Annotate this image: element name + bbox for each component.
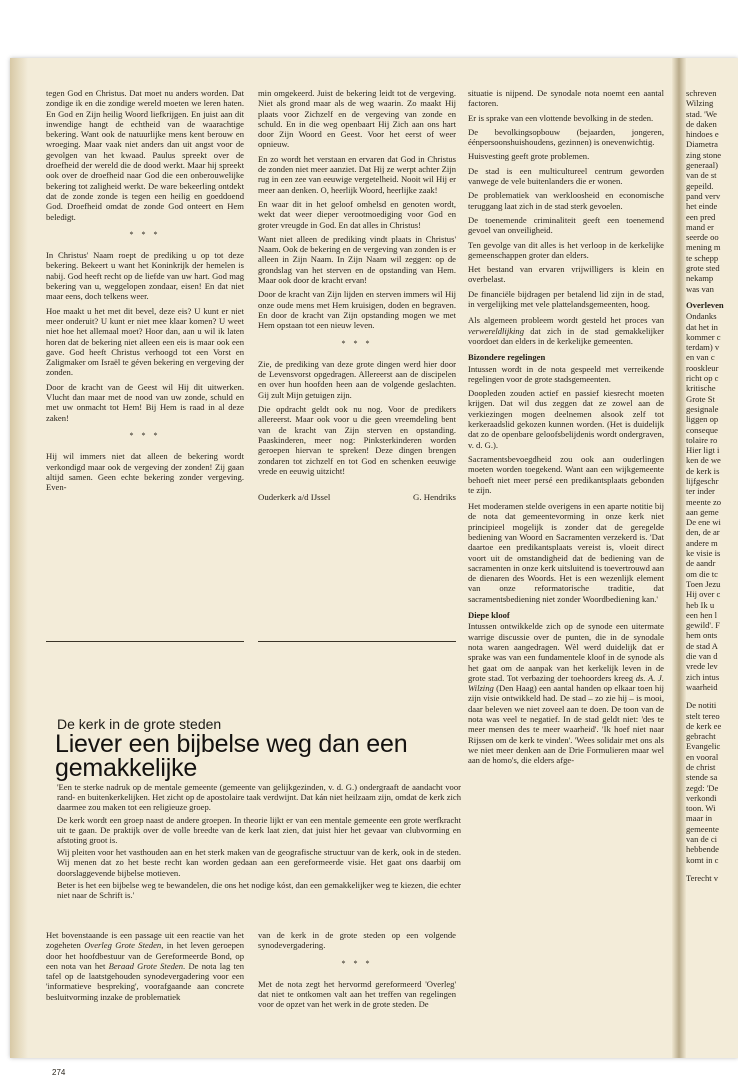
cropped-line: terdam) v: [686, 342, 720, 353]
cropped-line: conseque: [686, 424, 718, 435]
cropped-line: te schepp: [686, 252, 719, 263]
section-divider: * * *: [341, 338, 373, 348]
cropped-line: Wilzing: [686, 98, 714, 109]
cropped-line: seerde oo: [686, 232, 719, 243]
text-run: , in het leven geroepen door het hoofdbestuur van de Gereformeerde Bond, op een nota van het: [46, 940, 245, 971]
paragraph: situatie is nijpend. De synodale nota noemt een aantal factoren.: [468, 88, 664, 109]
cropped-line: de stad A: [686, 640, 718, 651]
cropped-line: richt op c: [686, 373, 719, 384]
cropped-line: gepeild.: [686, 180, 714, 191]
cropped-line: dat het in: [686, 321, 718, 332]
cropped-line: een hen l: [686, 609, 718, 620]
cropped-line: De notiti: [686, 700, 717, 711]
cropped-line: de kerk ee: [686, 720, 722, 731]
column-3: [468, 88, 664, 1058]
intro-paragraph: Wij pleiten voor het vasthouden aan en het sterk maken van de geografische structuur van de kerk, ook in de steden. Wij menen dat zo het beste recht kan worden gedaan aan een gereformeerde visie. Het gaat ons daarbij om doorslaggevende bijbelse motieven.: [57, 847, 461, 878]
paragraph: Die opdracht geldt ook nu nog. Voor de predikers allereerst. Maar ook voor u die geen vreemdeling bent van de kracht van Zijn sterven en opstanding. Paaskinderen, meer nog: Pinksterkinderen worden geroepen hiervan te spreken! Deze dingen brengen zondaren tot zichzelf en tot God en schenken eeuwige vrede en eeuwig uitzicht!: [258, 404, 456, 476]
cropped-line: Hij over c: [686, 589, 721, 600]
cropped-line: rooskleur: [686, 362, 719, 373]
cropped-line: De ene wi: [686, 517, 721, 528]
paragraph: De problematiek van werkloosheid en economische teruggang laat zich in de stad sterk gevoelen.: [468, 190, 664, 211]
cropped-line: Terecht v: [686, 872, 719, 883]
cropped-line: hebbende: [686, 844, 719, 855]
paragraph: Hij wil immers niet dat alleen de bekering wordt verkondigd maar ook de vergeving der zonden! Zij gaan altijd samen. Geen echte bekering zonder vergeving. Even-: [46, 451, 244, 493]
page-spine-shadow: [10, 58, 28, 1058]
paragraph: Het bestand van ervaren vrijwilligers is klein en overbelast.: [468, 264, 664, 285]
cropped-line: maar in: [686, 813, 713, 824]
paragraph: De stad is een multicultureel centrum geworden vanwege de vele buitenlanders die er wonen.: [468, 165, 664, 187]
cropped-line: mening m: [686, 242, 721, 253]
cropped-line: ken de we: [686, 455, 721, 466]
cropped-line: de kerk is: [686, 465, 720, 476]
cropped-line: pand verv: [686, 190, 721, 201]
intro-paragraph: Beter is het een bijbelse weg te bewandelen, die ons het nodige kóst, dan een gemakkelijker weg te kiezen, die echter niet naar de Schrift is.': [57, 879, 461, 901]
cropped-line: de aandr: [686, 558, 716, 569]
magazine-page: [10, 58, 738, 1077]
paragraph: [468, 621, 664, 765]
column-2-bottom-rule: [258, 641, 456, 642]
cropped-line: Toen Jezu: [686, 578, 721, 589]
cropped-line: Grote St: [686, 393, 715, 404]
cropped-line: meente zo: [686, 496, 722, 507]
emphasis: verwereldlijking: [468, 325, 525, 336]
cropped-line: gebracht: [686, 731, 716, 742]
cropped-line: een pred: [686, 211, 716, 222]
cropped-line: van de st: [686, 170, 717, 181]
cropped-line: aan geme: [686, 506, 719, 517]
cropped-line: Diametra: [686, 139, 718, 150]
cropped-line: was van: [686, 283, 714, 294]
cropped-line: gesignale: [686, 403, 719, 414]
cropped-line: om die tc: [686, 568, 718, 579]
cropped-line: andere m: [686, 537, 718, 548]
section-divider: * * *: [341, 958, 373, 968]
article-kicker: De kerk in de grote steden: [57, 716, 222, 732]
cropped-line: zich intus: [686, 671, 720, 682]
cropped-line: die van d: [686, 651, 718, 662]
article-column-2: [258, 930, 456, 1058]
signature-line: [258, 492, 456, 502]
paragraph: Sacramentsbevoegdheid zou ook aan ouderlingen moeten worden toegekend. Want aan een wijkgemeente behoeft niet meer persé een predikantsplaats gebonden te zijn.: [468, 453, 664, 495]
paragraph: In Christus' Naam roept de prediking u op tot deze bekering. Bekeert u want het Koninkrijk der hemelen is nabij. God heeft recht op de liefde van uw hart. God mag bekering van u, weggelopen zondaar, eisen! En dat niet maar eens, doch telkens weer.: [46, 250, 244, 302]
intro-paragraph: 'Een te sterke nadruk op de mentale gemeente (gemeente van gelijkgezinden, v. d. G.) ondergraaft de aandacht voor rand- en buitenkerkelijken. Het zicht op de apostolaire taak verdwijnt. Dat kán niet heilzaam zijn, omdat de kerk zich daarmee zou maken tot een religieuze groep.: [57, 782, 461, 813]
cropped-line: tolaire ro: [686, 434, 718, 445]
text-run: dat zich in de stad gemakkelijker voordoet dan elders in de kerkelijke gemeenten.: [468, 325, 664, 346]
cropped-line: de daken: [686, 118, 717, 129]
cropped-line: toon. Wi: [686, 803, 716, 814]
text-run: (Den Haag) een aantal handen op elkaar toen hij zijn visie ontwikkeld had. De stad – zo zie hij – is mooi, daar beleven we niet zoveel aan te doen. De toon van de nota was veel te negatief. In de stad geldt niet: 'des te meer mensen des te meer waarheid'. 'Ik hoef niet naar Rijssen om de kerk te vinden'. 'Wees solidair met ons als we niet meer denken aan de Drie Formulieren maar wel aan de homo's, die elders afge-: [468, 683, 664, 766]
page-number: 274: [52, 1068, 66, 1077]
paragraph: En waar dit in het geloof omhelsd en genoten wordt, wekt dat weer dieper verootmoediging voor God en groter vreugde in God. En dat alles in Christus!: [258, 198, 456, 230]
publication-name: Overleg Grote Steden: [84, 940, 162, 951]
cropped-line: verkondi: [686, 792, 717, 803]
cropped-line: kommer c: [686, 331, 721, 342]
paragraph: Want niet alleen de prediking vindt plaats in Christus' Naam. Ook de bekering en de vergeving van zonden is er alleen in Zijn Naam. In Zijn Naam wil zeggen: op de grondslag van het sterven en de opstanding van Hem. Maar ook door de kracht ervan!: [258, 233, 456, 286]
cropped-line: nekamp: [686, 273, 714, 284]
section-heading: Bizondere regelingen: [468, 352, 546, 363]
paragraph: Ten gevolge van dit alles is het verloop in de kerkelijke gemeenschappen groter dan elders.: [468, 239, 664, 260]
paragraph: Er is sprake van een vlottende bevolking in de steden.: [468, 112, 654, 123]
cropped-line: de christ: [686, 762, 716, 772]
cropped-line: zing stone: [686, 149, 722, 160]
cropped-line: van de ci: [686, 834, 718, 845]
article-intro: [57, 782, 461, 902]
person-name: ds. A. J. Wilzing: [468, 672, 665, 694]
cropped-line: Ondanks: [686, 311, 717, 322]
section-divider: * * *: [129, 430, 161, 440]
cropped-line: ter inder: [686, 486, 715, 497]
cropped-line: gewild'. F: [686, 620, 721, 631]
column-1: [46, 88, 244, 640]
cropped-line: en van c: [686, 352, 715, 363]
cropped-lines: [686, 311, 738, 692]
cropped-line: heb Ik u: [686, 599, 715, 610]
column-2: [258, 88, 456, 648]
paragraph: Met de nota zegt het hervormd gereformeerd 'Overleg' dat niet te ontkomen valt aan het treffen van regelingen voor de opzet van het werk in de grote steden. De: [258, 978, 456, 1010]
section-divider: * * *: [129, 229, 161, 239]
paragraph: [46, 930, 244, 1002]
cropped-line: en vooral: [686, 751, 719, 762]
cropped-line: grote sted: [686, 263, 720, 274]
paragraph: van de kerk in de grote steden op een volgende synodevergadering.: [258, 930, 456, 951]
cropped-line: Hier ligt i: [686, 445, 720, 456]
cropped-line: zegd: 'De: [686, 782, 719, 793]
section-heading: Overleven: [686, 299, 724, 310]
author-name: G. Hendriks: [412, 492, 456, 503]
cropped-line: ke visie is: [686, 548, 721, 559]
intro-paragraph: De kerk wordt een groep naast de andere groepen. In theorie lijkt er van een mentale gemeente een grote werfkracht uit te gaan. De praktijk over de volle breedte van de kerk laat zien, dat juist hier het gevaar van clubvorming en afstoting groot is.: [57, 814, 461, 846]
column-4-cropped: [686, 88, 738, 1058]
section-heading: Diepe kloof: [468, 610, 510, 621]
paragraph: tegen God en Christus. Dat moet nu anders worden. Dat zondige ik en die zondige wereld moeten we leren haten. En God en Zijn heilig Woord liefkrijgen. En juist aan dit inwendige hangt de echtheid van de waarachtige bekering. Want ook de natuurlijke mens kent berouw en wroeging. Maar vaak niet anders dan uit angst voor de gevolgen van het kwaad. Paulus spreekt over de droefheid der wereld die de dood werkt. Maar hij spreekt ook over de droefheid naar God die een onberouwelijke bekering tot zaligheid werkt. De ware bekeerling ontdekt dat de zonde zonde is tegen een heilig en goeddoend God. Droefheid omdat de zonde God onteert en Hem beledigt.: [46, 88, 244, 222]
cropped-lines: [686, 700, 738, 865]
page-gutter: [672, 58, 686, 1058]
cropped-line: stad. 'We: [686, 108, 717, 119]
paragraph: Door de kracht van Zijn lijden en sterven immers wil Hij onze oude mens met Hem kruisigen, doden en begraven. En door de kracht van Zijn opstanding mogen we met Hem opstaan tot een nieuw leven.: [258, 289, 456, 331]
cropped-line: gemeente: [686, 823, 719, 834]
article-column-1: [46, 930, 244, 1058]
text-run: Als algemeen probleem wordt gesteld het proces van: [468, 315, 664, 326]
paragraph: Doopleden zouden actief en passief kiesrecht moeten krijgen. Dat wil dus zeggen dat ze zowel aan de verkiezingen mogen deelnemen alsook zelf tot kerkeraadslid gekozen kunnen worden. (Het is duidelijk dat zo de openbare geloofsbelijdenis wordt ondergraven, v. d. G.).: [468, 388, 664, 450]
cropped-line: den, de ar: [686, 527, 720, 538]
cropped-line: stende sa: [686, 772, 718, 783]
cropped-lines: [686, 88, 738, 294]
cropped-line: Evangelic: [686, 741, 721, 752]
cropped-line: stelt tereo: [686, 710, 720, 721]
article-headline: Liever een bijbelse weg dan een gemakkelijke: [55, 730, 408, 782]
paragraph: Het moderamen stelde overigens in een aparte notitie bij de nota dat gemeentevorming in onze kerk niet principieel mogelijk is zonder dat de geregelde bediening van Woord en Sacramenten verzekerd is. 'Dat daartoe een predikantsplaats vereist is, vloeit direct voort uit de omstandigheid dat de bediening van de sacramenten in onze kerk uitsluitend is toevertrouwd aan de dienaren des Woords. Het is een wezenlijk element van onze reformatorische traditie, dat sacramentsbediening niet zonder Woordbediening kan.': [468, 501, 664, 604]
paragraph: De bevolkingsopbouw (bejaarden, jongeren, éénpersoonshuishoudens, gezinnen) is onevenwichtig.: [468, 126, 664, 148]
cropped-line: waarheid: [686, 681, 718, 692]
text-run: . De nota lag ten tafel op de laatstgehouden synodevergadering voor een 'informatieve bespreking', voorafgaande aan concrete besluitvorming inzake de problematiek: [46, 960, 244, 1002]
publication-name: Beraad Grote Steden: [108, 960, 184, 971]
cropped-line: generaal): [686, 160, 718, 171]
paragraph: Huisvesting geeft grote problemen.: [468, 151, 590, 162]
paragraph: De toenemende criminaliteit geeft een toenemend gevoel van onveiligheid.: [468, 214, 664, 236]
paragraph: Door de kracht van de Geest wil Hij dit uitwerken. Vlucht dan maar met de nood van uw zonde, schuld en met uw onmacht tot Hem! Bij Hem is raad in al deze zaken!: [46, 381, 244, 423]
cropped-line: hem onts: [686, 630, 718, 641]
cropped-line: liggen op: [686, 414, 719, 425]
cropped-line: hindoes e: [686, 129, 719, 140]
text-run: Intussen ontwikkelde zich op de synode een uitermate warrige discussie over de punten, die in de synodale nota waren aangedragen. Wèl werd duidelijk dat er sprake was van een fundamentele kloof in de synode als het gaat om de aanpak van het kerkelijk leven in de grote stad. Tot verbazing der toehoorders kreeg: [468, 621, 664, 683]
paragraph: [468, 315, 664, 346]
paragraph: Zie, de prediking van deze grote dingen werd hier door de Levensvorst opgedragen. Allereerst aan de discipelen en over hun hoofden heen aan de volgende geslachten. Gij zult Mijn getuigen zijn.: [258, 358, 456, 400]
cropped-line: vrede lev: [686, 661, 718, 672]
cropped-line: komt in c: [686, 854, 719, 865]
cropped-line: kritische: [686, 383, 716, 394]
cropped-line: het einde: [686, 201, 718, 212]
paragraph: Hoe maakt u het met dit bevel, deze eis? U kunt er niet meer onderuit? U kunt er niet mee klaar komen? U weet niet hoe het allemaal moet? Hoor dan, aan u wil ik laten horen dat de bekering niet alleen een eis is maar ook een gave. God heeft Christus verhoogd tot een Vorst en Zaligmaker om Israël te géven bekering en vergeving der zonden.: [46, 305, 244, 378]
paragraph: En zo wordt het verstaan en ervaren dat God in Christus de zonden niet meer aanziet. Dat Hij ze werpt achter Zijn rug in een zee van eeuwige vergetelheid. Nooit wil Hij er meer aan denken. O, heerlijk Woord, heerlijke zaak!: [258, 153, 456, 195]
column-1-bottom-rule: [46, 641, 244, 642]
cropped-line: mand er: [686, 221, 714, 232]
cropped-line: schreven: [686, 88, 717, 98]
paragraph: De financiële bijdragen per betalend lid zijn in de stad, in vergelijking met vele plattelandsgemeenten, hoog.: [468, 288, 664, 310]
paragraph: Intussen wordt in de nota gespeeld met verreikende regelingen voor de grote stadsgemeenten.: [468, 363, 664, 384]
paragraph: min omgekeerd. Juist de bekering leidt tot de vergeving. Niet als grond maar als de weg waarin. Zo maakt Hij plaats voor Zichzelf en de vergeving van zonde en schuld. En in die weg openbaart Hij Zich aan ons hart door Zijn Woord en Geest. Voor het eerst of weer opnieuw.: [258, 88, 456, 150]
cropped-line: lijfgeschr: [686, 475, 719, 486]
text-run: Het bovenstaande is een passage uit een reactie van het zogeheten: [46, 930, 244, 951]
place-name: Ouderkerk a/d IJssel: [258, 492, 331, 503]
